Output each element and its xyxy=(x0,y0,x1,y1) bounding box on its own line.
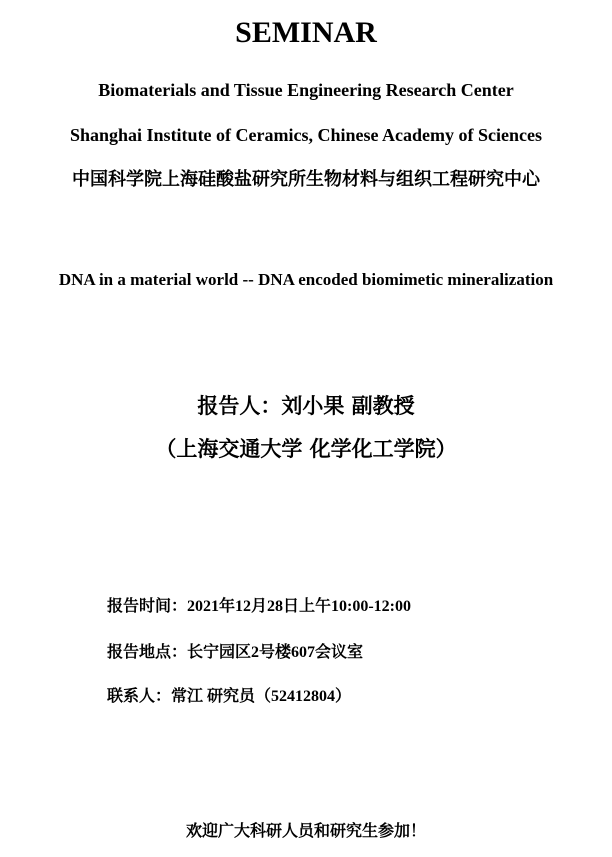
seminar-time-label: 报告时间： xyxy=(107,596,188,615)
seminar-time xyxy=(107,595,411,618)
seminar-location-label: 报告地点： xyxy=(107,642,188,661)
seminar-contact xyxy=(107,685,351,708)
speaker-line: 报告人：刘小果 副教授 xyxy=(197,394,415,418)
closing-invitation: 欢迎广大科研人员和研究生参加！ xyxy=(185,821,426,840)
seminar-time-value: 2021年12月28日上午10:00-12:00 xyxy=(187,598,412,615)
speaker-affiliation: （上海交通大学 化学化工学院） xyxy=(155,437,457,461)
talk-title: DNA in a material world -- DNA encoded biomimetic mineralization xyxy=(58,270,554,289)
organization-english-line-1: Biomaterials and Tissue Engineering Research Center xyxy=(98,80,514,100)
seminar-location xyxy=(107,641,363,664)
organization-chinese: 中国科学院上海硅酸盐研究所生物材料与组织工程研究中心 xyxy=(72,169,540,190)
seminar-location-value: 长宁园区2号楼607会议室 xyxy=(187,644,364,661)
organization-english-line-2: Shanghai Institute of Ceramics, Chinese Academy of Sciences xyxy=(70,125,542,145)
seminar-contact-value: 常江 研究员（52412804） xyxy=(171,688,352,705)
seminar-title: SEMINAR xyxy=(235,16,377,49)
seminar-contact-label: 联系人： xyxy=(107,686,172,705)
